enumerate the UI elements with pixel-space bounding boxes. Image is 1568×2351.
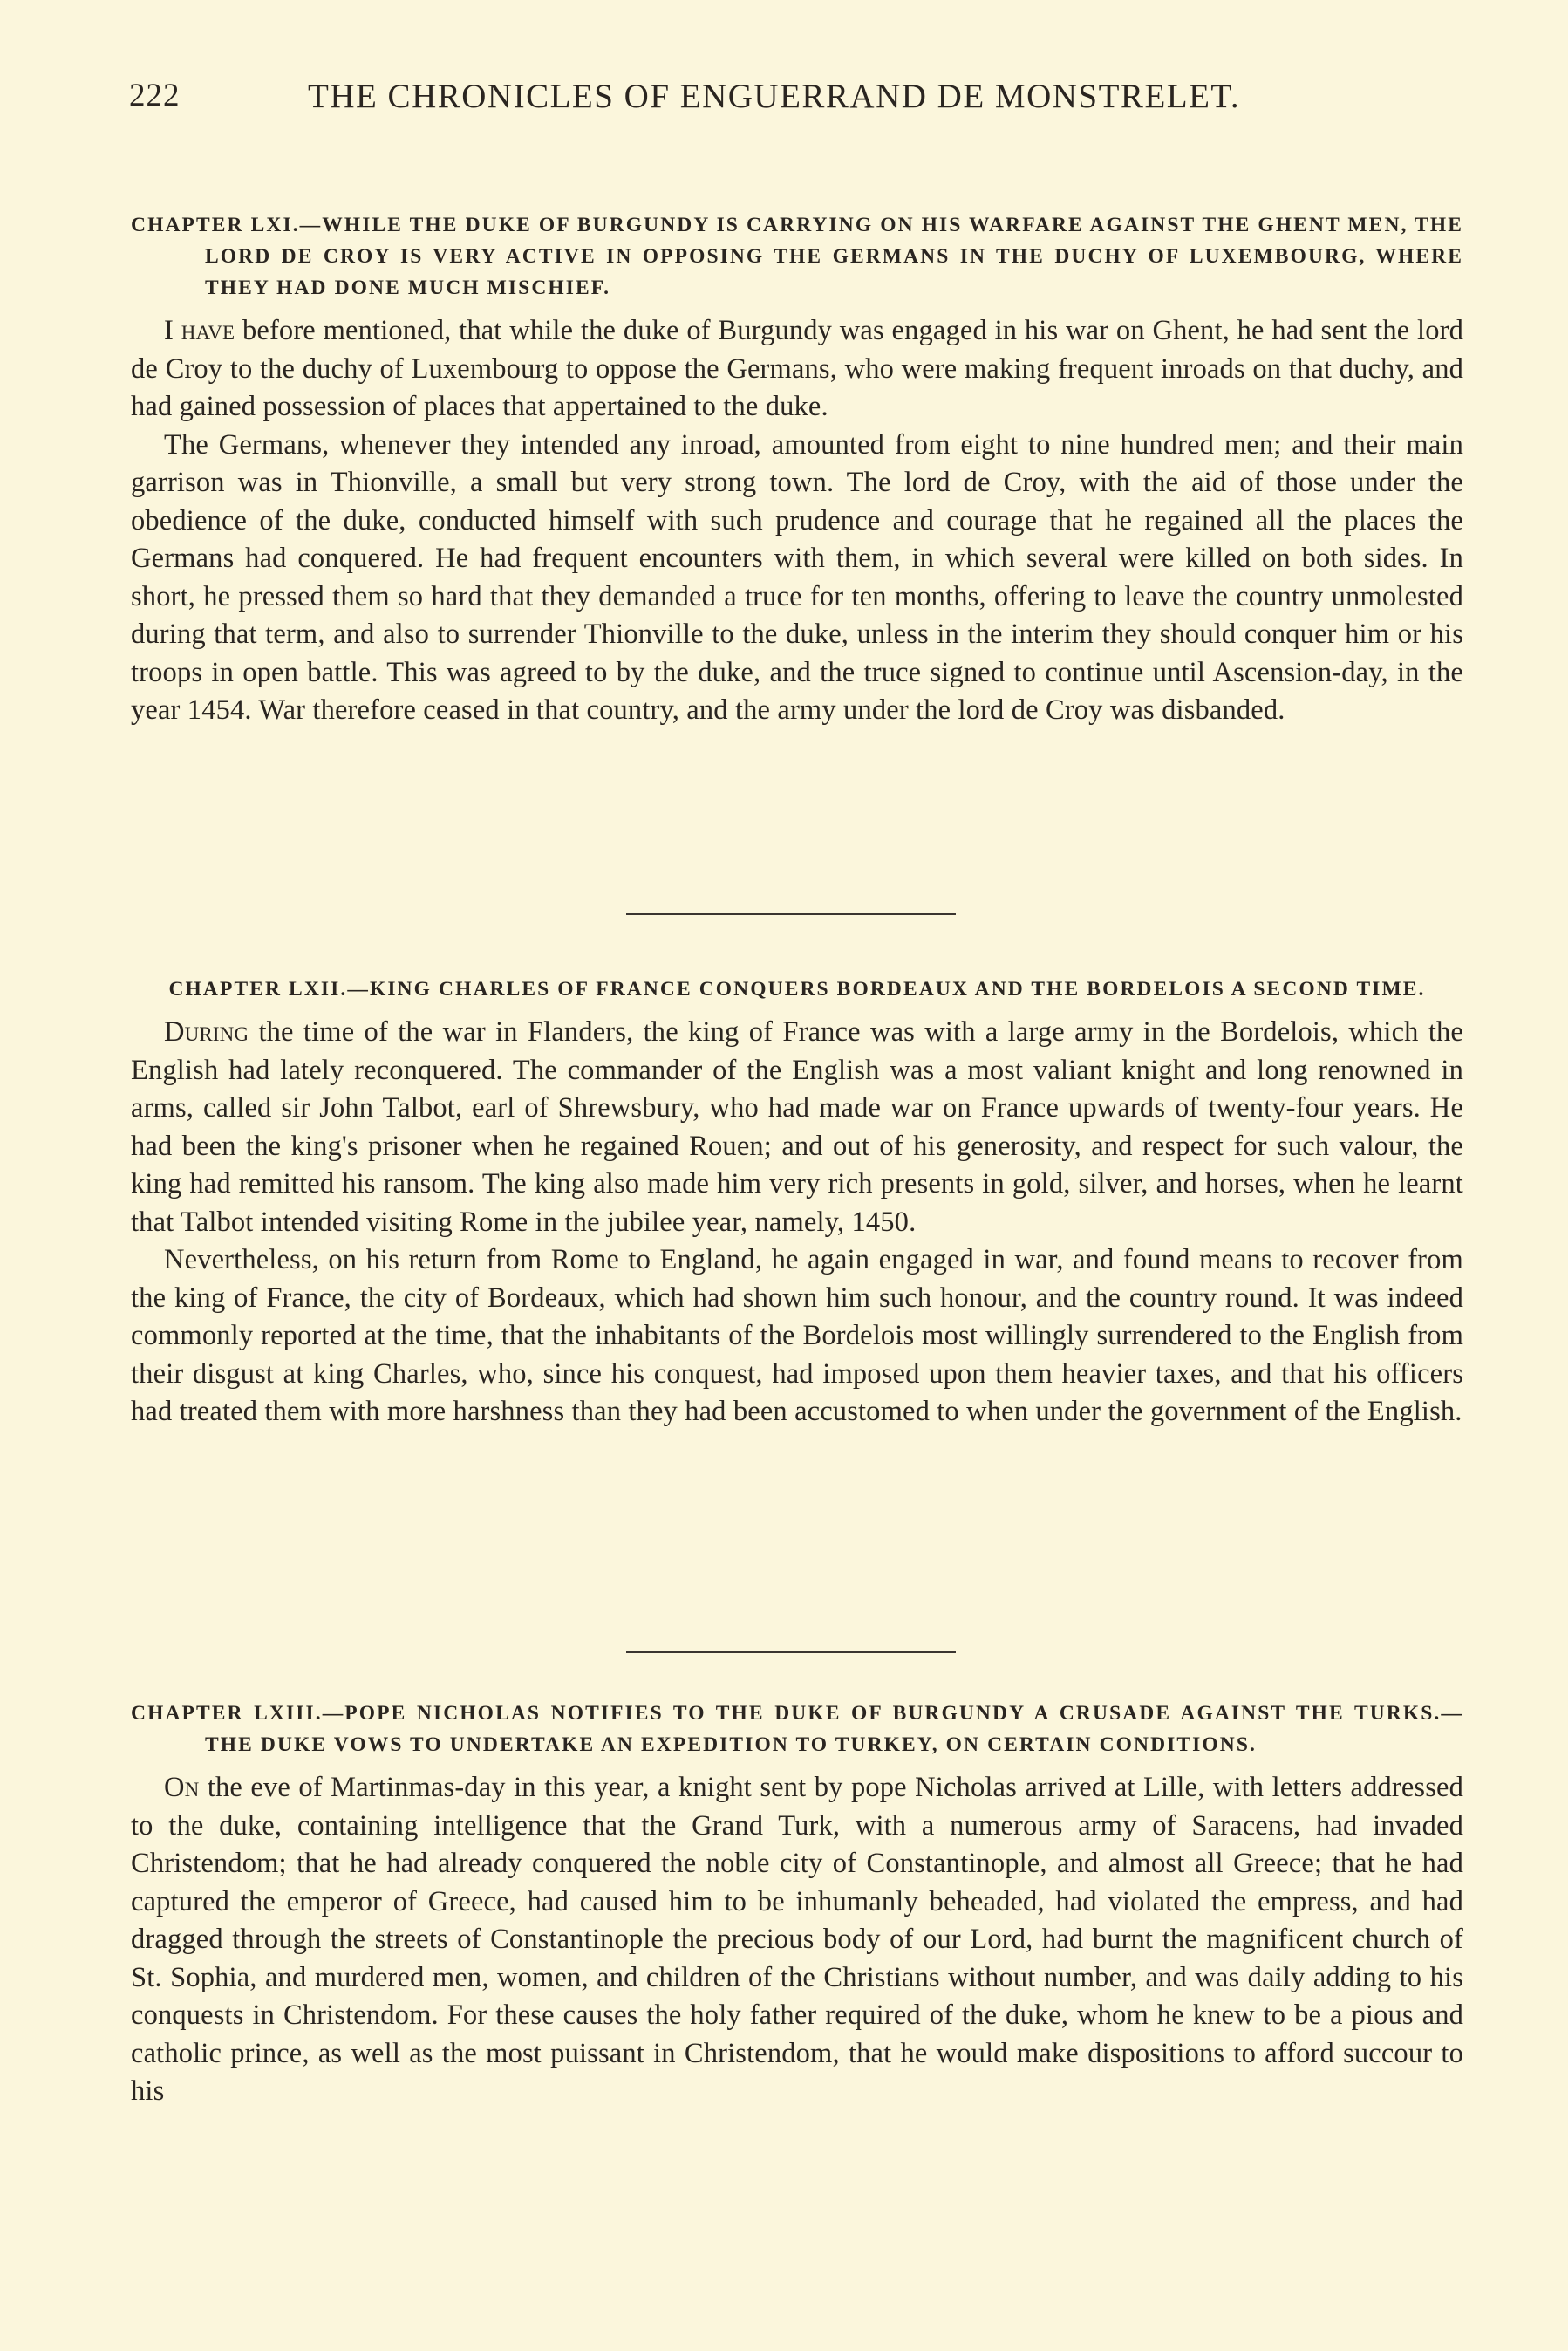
- paragraph: [131, 1241, 1463, 1432]
- paragraph-text: the eve of Martinmas-day in this year, a knight sent by pope Nicholas arrived at Lille, with letters addressed to the duke, containing intelligence that the Grand Turk, with a numerous army of Saracens, had invaded Christendom; that he had already conquered the noble city of Constantinople, and almost all Greece; that he had captured the emperor of Greece, had caused him to be inhumanly beheaded, had violated the empress, and had dragged through the streets of Constantinople the precious body of our Lord, had burnt the magnificent church of St. Sophia, and murdered men, women, and children of the Christians without number, and was daily adding to his conquests in Christendom. For these causes the holy father required of the duke, whom he knew to be a pious and catholic prince, as well as the most puissant in Christendom, that he would make dispositions to afford succour to his: [131, 1772, 1463, 2107]
- paragraph-text: Nevertheless, on his return from Rome to England, he again engaged in war, and found means to recover from the king of France, the city of Bordeaux, which had shown him such honour, and the country round. It was indeed commonly reported at the time, that the inhabitants of the Bordelois most willingly surrendered to the English from their disgust at king Charles, who, since his conquest, had imposed upon them heavier taxes, and that his officers had treated them with more harshness than they had been accustomed to when under the government of the English.: [131, 1244, 1463, 1427]
- paragraph-text: The Germans, whenever they intended any inroad, amounted from eight to nine hundred men; and their main garrison was in Thionville, a small but very strong town. The lord de Croy, with the aid of those under the obedience of the duke, conducted himself with such prudence and courage that he regained all the places the Germans had conquered. He had frequent encounters with them, in which several were killed on both sides. In short, he pressed them so hard that they demanded a truce for ten months, offering to leave the country unmolested during that term, and also to surrender Thionville to the duke, unless in the interim they should conquer him or his troops in open battle. This was agreed to by the duke, and the truce signed to continue until Ascension-day, in the year 1454. War therefore ceased in that country, and the army under the lord de Croy was disbanded.: [131, 428, 1463, 726]
- paragraph-lead-word: On: [164, 1772, 200, 1803]
- chapter-heading: CHAPTER LXIII.—POPE NICHOLAS NOTIFIES TO THE DUKE OF BURGUNDY A CRUSADE AGAINST THE TURKS.—THE DUKE VOWS TO UNDERTAKE AN EXPEDITION TO TURKEY, ON CERTAIN CONDITIONS.: [131, 1702, 1463, 1756]
- paragraph: [131, 1014, 1463, 1241]
- paragraph: [131, 427, 1463, 730]
- paragraph-text: the time of the war in Flanders, the king of France was with a large army in the Bordelois, which the English had lately reconquered. The commander of the English was a most valiant knight and long renowned in arms, called sir John Talbot, earl of Shrewsbury, who had made war on France upwards of twenty-four years. He had been the king's prisoner when he regained Rouen; and out of his generosity, and respect for such valour, the king had remitted his ransom. The king also made him very rich presents in gold, silver, and horses, when he learnt that Talbot intended visiting Rome in the jubilee year, namely, 1450.: [131, 1016, 1463, 1238]
- paragraph-lead-word: I have: [164, 315, 235, 346]
- page-number: 222: [129, 78, 181, 113]
- chapter-heading: CHAPTER LXII.—KING CHARLES OF FRANCE CONQUERS BORDEAUX AND THE BORDELOIS A SECOND TIME.: [168, 978, 1426, 1001]
- section-divider: [626, 1651, 956, 1653]
- paragraph-text: before mentioned, that while the duke of Burgundy was engaged in his war on Ghent, he had sent the lord de Croy to the duchy of Luxembourg to oppose the Germans, who were making frequent inroads on that duchy, and had gained possession of places that appertained to the duke.: [131, 315, 1464, 422]
- running-title: THE CHRONICLES OF ENGUERRAND DE MONSTRELET.: [308, 78, 1241, 115]
- paragraph-lead-word: During: [164, 1016, 249, 1048]
- running-head: [129, 77, 1455, 129]
- paragraph: [131, 1769, 1463, 2111]
- chapter-heading: CHAPTER LXI.—WHILE THE DUKE OF BURGUNDY IS CARRYING ON HIS WARFARE AGAINST THE GHENT MEN, THE LORD DE CROY IS VERY ACTIVE IN OPPOSING THE GERMANS IN THE DUCHY OF LUXEMBOURG, WHERE THEY HAD DONE MUCH MISCHIEF.: [131, 214, 1463, 299]
- chapter-61: [131, 209, 1463, 730]
- chapter-63: [131, 1698, 1463, 2111]
- section-divider: [626, 913, 956, 915]
- paragraph: [131, 312, 1463, 427]
- chapter-62: [131, 974, 1463, 1432]
